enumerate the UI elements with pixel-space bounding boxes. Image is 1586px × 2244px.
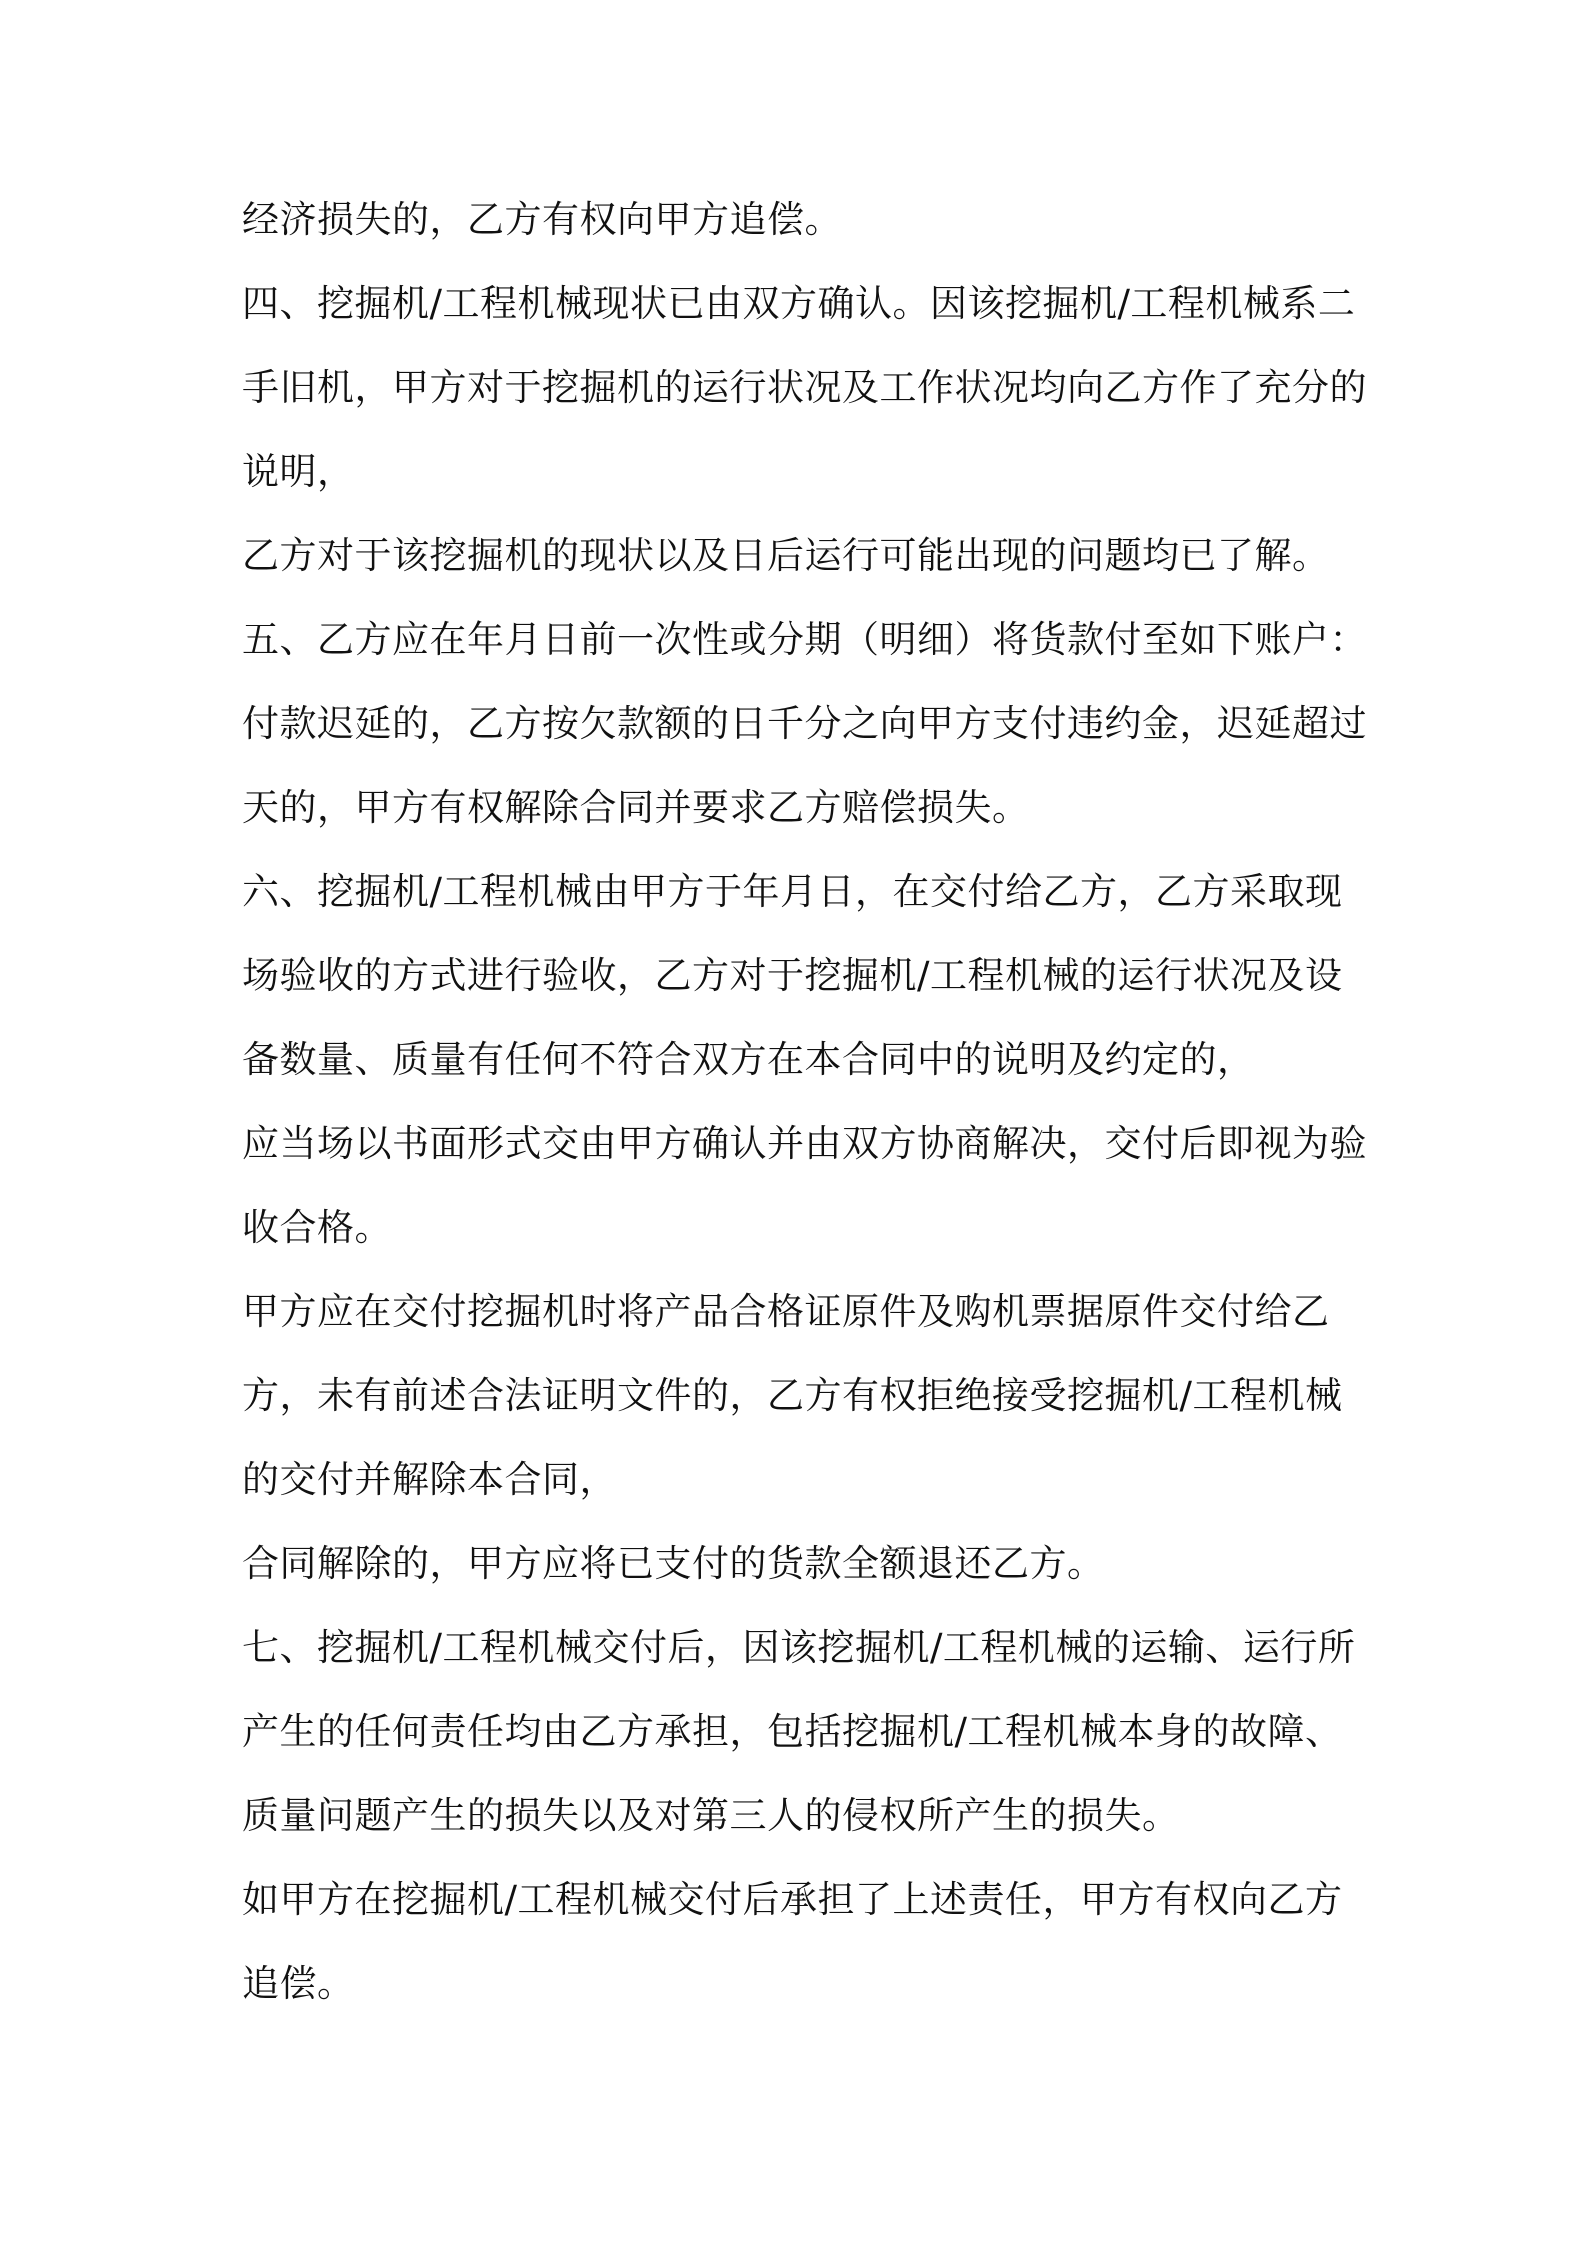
text-line: 的交付并解除本合同， bbox=[242, 1458, 617, 1501]
text-line: 手旧机，甲方对于挖掘机的运行状况及工作状况均向乙方作了充分的 bbox=[242, 366, 1367, 409]
text-line: 五、乙方应在年月日前一次性或分期（明细）将货款付至如下账户： bbox=[242, 618, 1367, 661]
document-body bbox=[242, 178, 1367, 2026]
text-line: 应当场以书面形式交由甲方确认并由双方协商解决，交付后即视为验 bbox=[242, 1122, 1367, 1165]
text-line: 如甲方在挖掘机/工程机械交付后承担了上述责任，甲方有权向乙方 bbox=[242, 1878, 1343, 1921]
text-line: 产生的任何责任均由乙方承担，包括挖掘机/工程机械本身的故障、 bbox=[242, 1710, 1343, 1753]
text-line: 说明， bbox=[242, 450, 355, 493]
text-line: 天的，甲方有权解除合同并要求乙方赔偿损失。 bbox=[242, 786, 1030, 829]
text-line: 付款迟延的，乙方按欠款额的日千分之向甲方支付违约金，迟延超过 bbox=[242, 702, 1367, 745]
text-line: 甲方应在交付挖掘机时将产品合格证原件及购机票据原件交付给乙 bbox=[242, 1290, 1330, 1333]
text-line: 质量问题产生的损失以及对第三人的侵权所产生的损失。 bbox=[242, 1794, 1180, 1837]
text-line: 场验收的方式进行验收，乙方对于挖掘机/工程机械的运行状况及设 bbox=[242, 954, 1343, 997]
text-line: 合同解除的，甲方应将已支付的货款全额退还乙方。 bbox=[242, 1542, 1105, 1585]
text-line: 备数量、质量有任何不符合双方在本合同中的说明及约定的， bbox=[242, 1038, 1255, 1081]
text-line: 追偿。 bbox=[242, 1962, 355, 2005]
text-line: 收合格。 bbox=[242, 1206, 392, 1249]
text-line: 四、挖掘机/工程机械现状已由双方确认。因该挖掘机/工程机械系二 bbox=[242, 282, 1356, 325]
text-line: 方，未有前述合法证明文件的，乙方有权拒绝接受挖掘机/工程机械 bbox=[242, 1374, 1343, 1417]
text-line: 七、挖掘机/工程机械交付后，因该挖掘机/工程机械的运输、运行所 bbox=[242, 1626, 1356, 1669]
text-line: 乙方对于该挖掘机的现状以及日后运行可能出现的问题均已了解。 bbox=[242, 534, 1330, 577]
text-line: 六、挖掘机/工程机械由甲方于年月日，在交付给乙方，乙方采取现 bbox=[242, 870, 1343, 913]
text-line: 经济损失的，乙方有权向甲方追偿。 bbox=[242, 198, 842, 241]
